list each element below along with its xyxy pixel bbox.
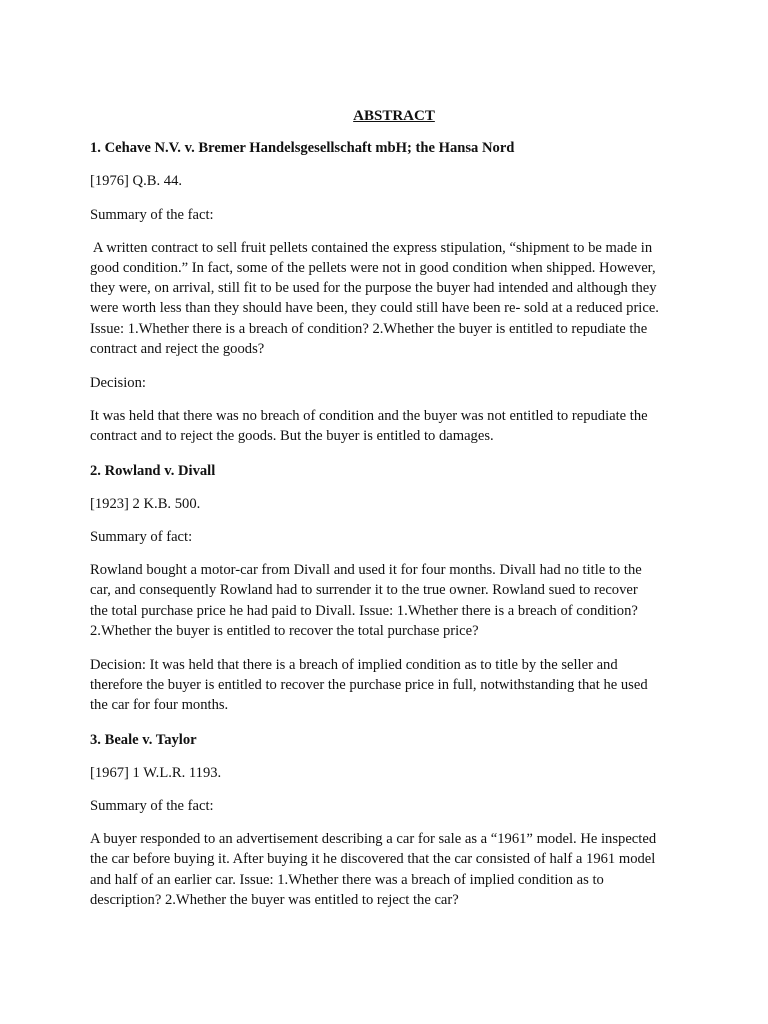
text-line: therefore the buyer is entitled to recover the purchase price in full, notwithstanding that he used bbox=[90, 677, 648, 694]
decision-paragraph bbox=[90, 655, 682, 716]
text-line: 2.Whether the buyer is entitled to recover the total purchase price? bbox=[90, 622, 479, 639]
text-line: A buyer responded to an advertisement describing a car for sale as a “1961” model. He inspected bbox=[90, 831, 657, 848]
case-citation: [1923] 2 K.B. 500. bbox=[90, 495, 201, 512]
text-line: Decision: It was held that there is a breach of implied condition as to title by the seller and bbox=[90, 657, 618, 674]
case-heading: 1. Cehave N.V. v. Bremer Handelsgesellschaft mbH; the Hansa Nord bbox=[90, 140, 515, 157]
text-line: the car for four months. bbox=[90, 697, 229, 714]
case-citation: [1976] Q.B. 44. bbox=[90, 173, 183, 190]
text-line: car, and consequently Rowland had to surrender it to the true owner. Rowland sued to recover bbox=[90, 582, 638, 599]
summary-label: Summary of the fact: bbox=[90, 798, 214, 815]
case-heading: 3. Beale v. Taylor bbox=[90, 731, 197, 748]
summary-paragraph bbox=[90, 238, 682, 359]
page-title: ABSTRACT bbox=[353, 108, 435, 124]
decision-label: Decision: bbox=[90, 375, 146, 392]
text-line: contract and reject the goods? bbox=[90, 340, 265, 357]
text-line: were worth less than they should have been, they could still have been re- sold at a reduced price. bbox=[90, 300, 659, 317]
text-line: good condition.” In fact, some of the pellets were not in good condition when shipped. However, bbox=[90, 260, 656, 277]
text-line: the car before buying it. After buying it he discovered that the car consisted of half a 1961 model bbox=[90, 851, 656, 868]
text-line: description? 2.Whether the buyer was entitled to reject the car? bbox=[90, 891, 459, 908]
text-line: the total purchase price he had paid to Divall. Issue: 1.Whether there is a breach of condition? bbox=[90, 602, 638, 619]
case-citation: [1967] 1 W.L.R. 1193. bbox=[90, 764, 222, 781]
text-line: contract and to reject the goods. But the buyer is entitled to damages. bbox=[90, 428, 494, 445]
text-line: they were, on arrival, still fit to be used for the purpose the buyer had intended and although they bbox=[90, 280, 657, 297]
decision-paragraph bbox=[90, 406, 682, 446]
text-line: A written contract to sell fruit pellets contained the express stipulation, “shipment to be made in bbox=[90, 239, 653, 256]
document-body bbox=[90, 106, 682, 924]
text-line: Issue: 1.Whether there is a breach of condition? 2.Whether the buyer is entitled to repudiate the bbox=[90, 320, 648, 337]
text-line: and half of an earlier car. Issue: 1.Whether there was a breach of implied condition as to bbox=[90, 871, 604, 888]
summary-paragraph bbox=[90, 560, 682, 641]
summary-paragraph bbox=[90, 829, 682, 910]
summary-label: Summary of fact: bbox=[90, 529, 193, 546]
text-line: Rowland bought a motor-car from Divall and used it for four months. Divall had no title to the bbox=[90, 562, 642, 579]
case-heading: 2. Rowland v. Divall bbox=[90, 462, 216, 479]
text-line: It was held that there was no breach of condition and the buyer was not entitled to repudiate the bbox=[90, 408, 648, 425]
summary-label: Summary of the fact: bbox=[90, 206, 214, 223]
